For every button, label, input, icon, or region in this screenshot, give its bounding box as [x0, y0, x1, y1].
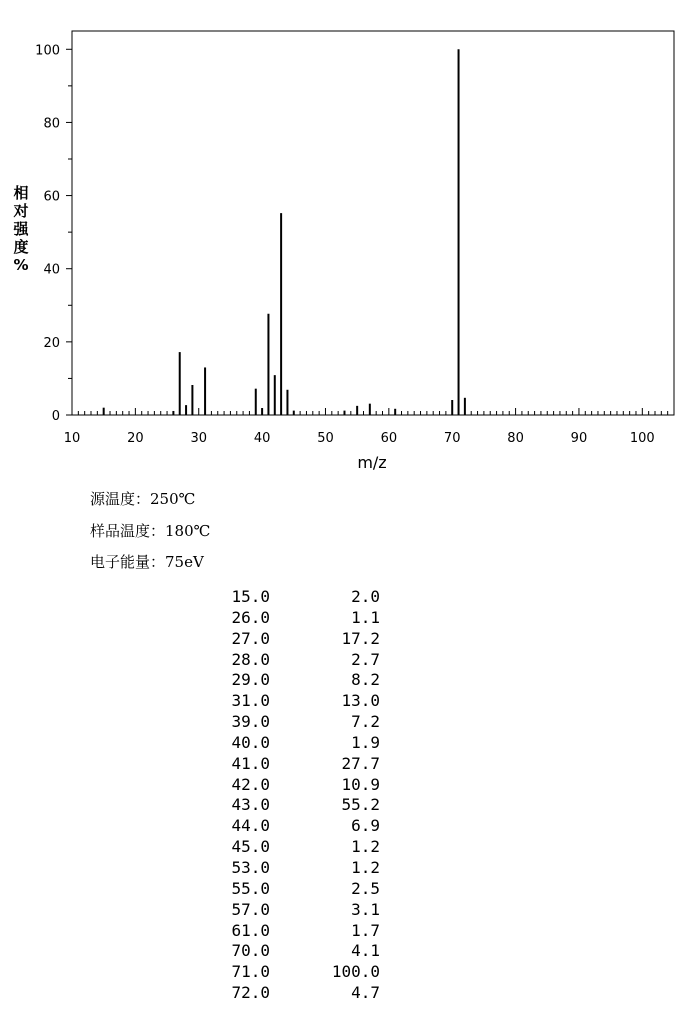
abundance-cell: 2.5 [351, 878, 380, 898]
x-axis-title: m/z [357, 453, 387, 472]
source-temperature: 源温度：250℃ [90, 490, 196, 508]
table-row [200, 921, 380, 942]
abundance-cell: 1.2 [351, 837, 380, 857]
mz-cell: 72.0 [231, 983, 270, 1003]
abundance-cell: 1.1 [351, 607, 380, 627]
x-tick-label: 40 [253, 431, 271, 446]
y-tick-label: 100 [35, 43, 60, 59]
mz-cell: 41.0 [231, 753, 270, 773]
mz-cell: 42.0 [231, 774, 270, 794]
mz-cell: 53.0 [231, 857, 270, 877]
y-axis-title-char: 对 [13, 202, 29, 220]
table-row [200, 608, 380, 629]
table-row [200, 754, 380, 775]
x-tick-label: 50 [317, 431, 334, 446]
mz-cell: 40.0 [231, 732, 270, 752]
abundance-cell: 2.7 [351, 649, 380, 669]
abundance-cell: 4.7 [351, 983, 380, 1003]
peak-table [200, 587, 380, 1004]
abundance-cell: 1.2 [351, 857, 380, 877]
abundance-cell: 100.0 [331, 962, 380, 982]
y-tick-label: 20 [43, 335, 60, 351]
abundance-cell: 1.7 [351, 920, 380, 940]
abundance-cell: 4.1 [351, 941, 380, 961]
mz-cell: 71.0 [231, 962, 270, 982]
table-row [200, 879, 380, 900]
table-row [200, 983, 380, 1004]
y-axis-title-char: 强 [13, 220, 29, 238]
table-row [200, 650, 380, 671]
mz-cell: 39.0 [231, 712, 270, 732]
table-row [200, 733, 380, 754]
mz-cell: 43.0 [231, 795, 270, 815]
abundance-cell: 3.1 [351, 899, 380, 919]
plot-frame [72, 31, 674, 415]
peak-bars [104, 49, 465, 415]
abundance-cell: 1.9 [351, 732, 380, 752]
y-tick-label: 80 [43, 116, 60, 132]
y-axis [35, 43, 72, 424]
table-row [200, 900, 380, 921]
table-row [200, 712, 380, 733]
y-axis-title-char: 相 [13, 184, 29, 202]
y-axis-title-char: 度 [13, 238, 29, 256]
y-tick-label: 60 [43, 189, 60, 205]
abundance-cell: 8.2 [351, 670, 380, 690]
x-tick-label: 20 [127, 431, 144, 446]
mz-cell: 31.0 [231, 691, 270, 711]
table-row [200, 691, 380, 712]
sample-temperature: 样品温度：180℃ [90, 522, 211, 540]
table-row [200, 941, 380, 962]
mz-cell: 27.0 [231, 628, 270, 648]
mz-cell: 45.0 [231, 837, 270, 857]
y-axis-title [12, 184, 29, 274]
mz-cell: 61.0 [231, 920, 270, 940]
abundance-cell: 7.2 [351, 712, 380, 732]
x-tick-label: 60 [380, 431, 398, 446]
x-tick-label: 10 [63, 431, 81, 446]
x-tick-label: 80 [507, 431, 524, 446]
y-axis-title-char: % [13, 256, 29, 274]
abundance-cell: 10.9 [341, 774, 380, 794]
abundance-cell: 55.2 [341, 795, 380, 815]
x-tick-label: 100 [629, 431, 655, 446]
x-tick-label: 30 [190, 431, 208, 446]
mz-cell: 15.0 [231, 587, 270, 606]
table-row [200, 962, 380, 983]
y-tick-label: 0 [51, 409, 60, 424]
mz-cell: 29.0 [231, 670, 270, 690]
x-tick-label: 90 [570, 431, 588, 446]
abundance-cell: 2.0 [351, 587, 380, 606]
x-tick-label: 70 [443, 431, 461, 446]
mz-cell: 57.0 [231, 899, 270, 919]
mz-cell: 44.0 [231, 816, 270, 836]
abundance-cell: 13.0 [341, 691, 380, 711]
y-tick-label: 40 [43, 262, 60, 278]
table-row [200, 775, 380, 796]
mz-cell: 70.0 [231, 941, 270, 961]
table-row [200, 795, 380, 816]
mz-cell: 26.0 [231, 607, 270, 627]
abundance-cell: 6.9 [351, 816, 380, 836]
mz-cell: 28.0 [231, 649, 270, 669]
table-row [200, 587, 380, 608]
electron-energy: 电子能量：75eV [90, 553, 204, 571]
table-row [200, 670, 380, 691]
table-row [200, 816, 380, 837]
table-row [200, 858, 380, 879]
table-row [200, 629, 380, 650]
mz-cell: 55.0 [231, 878, 270, 898]
abundance-cell: 17.2 [341, 628, 380, 648]
abundance-cell: 27.7 [341, 753, 380, 773]
table-row [200, 837, 380, 858]
mass-spectrum-chart [0, 0, 696, 480]
